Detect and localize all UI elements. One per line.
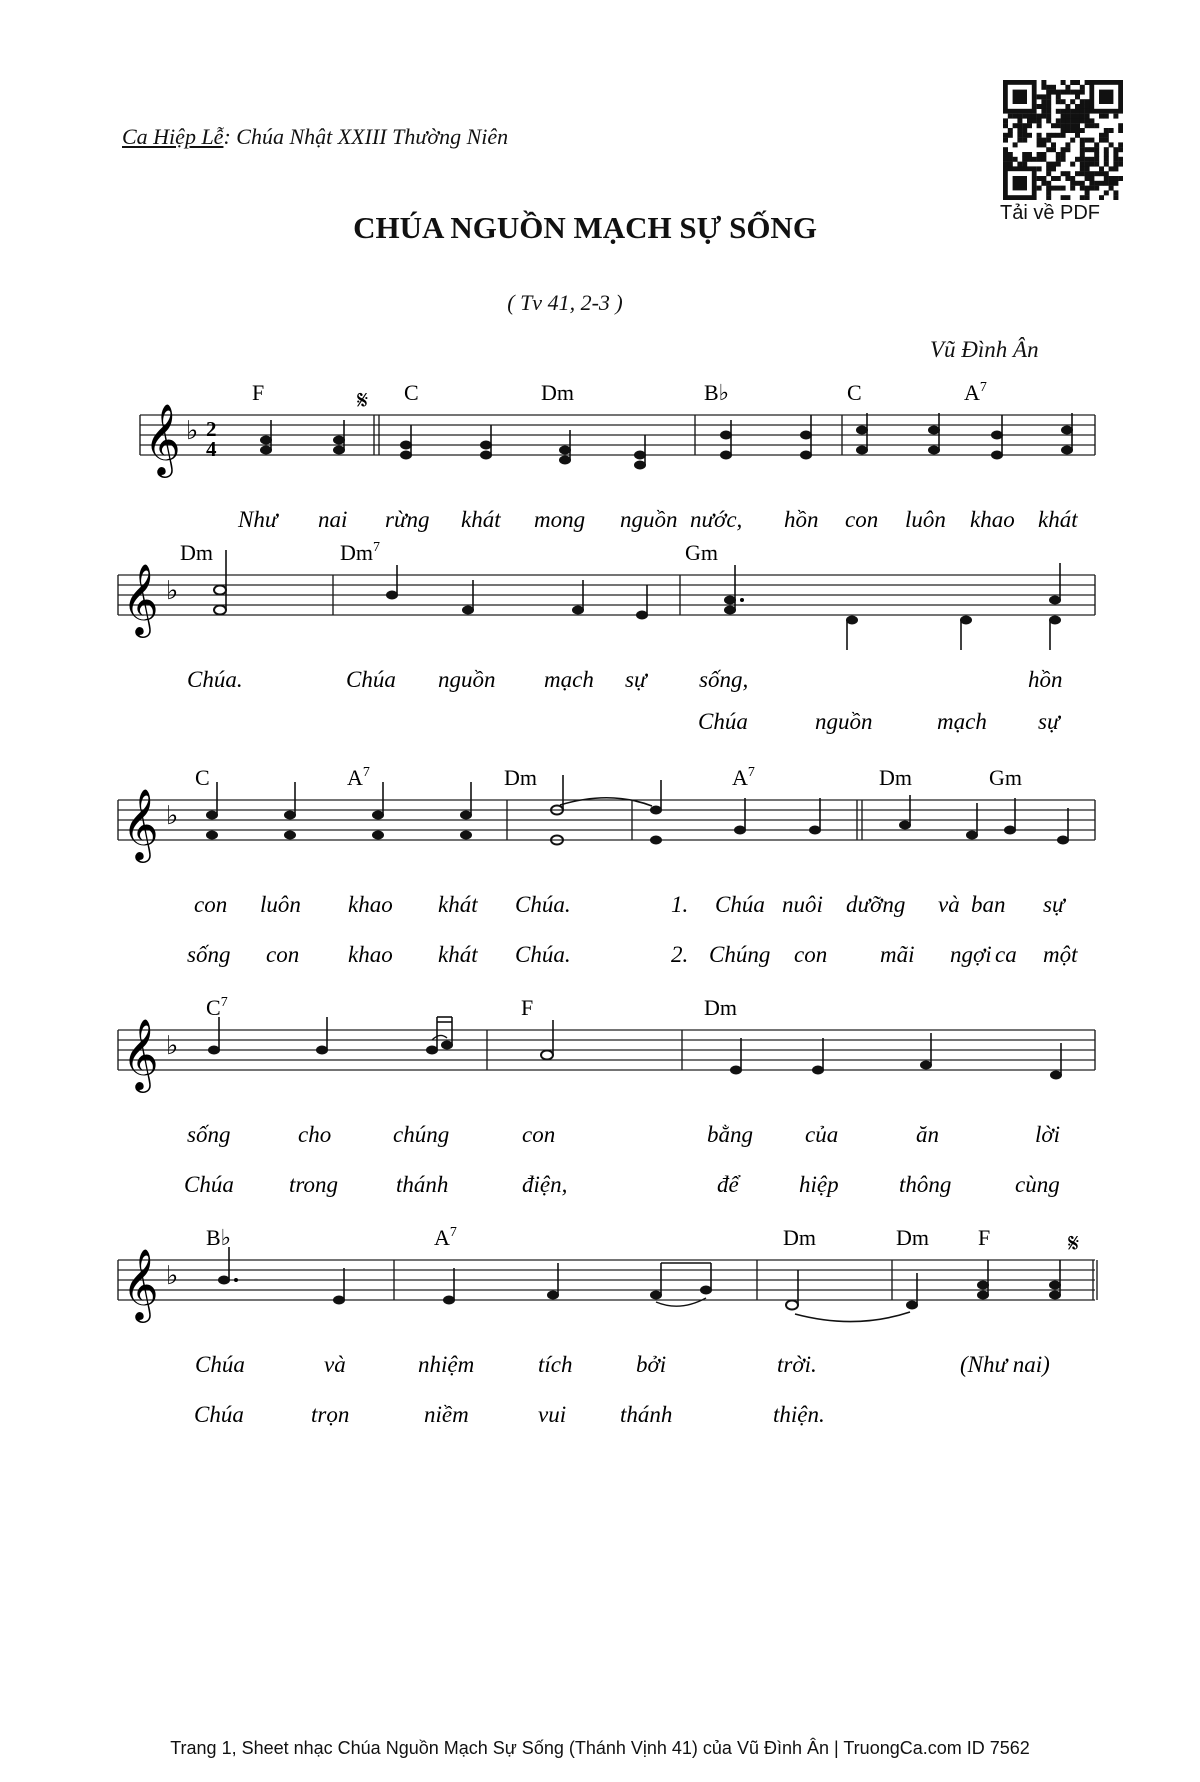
chord-symbol: F xyxy=(252,380,265,405)
lyric-syllable: ban xyxy=(971,892,1006,917)
chord-symbol: $A^7$ xyxy=(964,380,987,405)
treble-clef-icon: 𝄞 xyxy=(122,1251,159,1319)
lyric-syllable: trời. xyxy=(777,1352,817,1377)
lyric-syllable: Chúa xyxy=(195,1352,245,1377)
lyric-syllable: chúng xyxy=(393,1122,450,1147)
lyric-syllable: Chúa. xyxy=(187,667,243,692)
lyric-syllable: nguồn xyxy=(815,709,873,734)
chord-symbol: B♭ xyxy=(704,380,730,405)
lyric-syllable: con xyxy=(522,1122,556,1147)
lyric-syllable: sống xyxy=(187,942,231,967)
treble-clef-icon: 𝄞 xyxy=(122,1021,159,1089)
chord-symbols xyxy=(206,1225,990,1250)
flat-icon: ♭ xyxy=(166,801,179,830)
lyric-syllable: tích xyxy=(538,1352,573,1377)
lyric-syllable: thiện. xyxy=(773,1402,825,1427)
lyric-syllable: khao xyxy=(348,892,393,917)
flat-icon: ♭ xyxy=(166,1031,179,1060)
chord-symbol: Dm xyxy=(896,1225,929,1250)
lyric-syllable: khát xyxy=(461,507,501,532)
lyric-syllable: Chúa xyxy=(184,1172,234,1197)
lyric-syllable: nai xyxy=(318,507,348,532)
music-system-4 xyxy=(0,995,1200,1210)
chord-symbol: $A^7$ xyxy=(347,765,370,790)
chord-symbol: C xyxy=(404,380,419,405)
chord-symbol: C xyxy=(847,380,862,405)
chord-symbol: F xyxy=(521,995,534,1020)
lyric-syllable: con xyxy=(194,892,228,917)
lyric-syllable: mạch xyxy=(544,667,594,692)
chord-symbol: $A^7$ xyxy=(434,1225,457,1250)
lyric-syllable: ăn xyxy=(916,1122,939,1147)
header-occasion: : Chúa Nhật XXIII Thường Niên xyxy=(223,124,509,149)
lyric-syllable: hiệp xyxy=(799,1172,839,1197)
notes xyxy=(218,1247,1061,1322)
chord-symbol: Dm xyxy=(783,1225,816,1250)
lyric-syllable: khát xyxy=(438,942,478,967)
lyric-syllable: trong xyxy=(289,1172,338,1197)
lyric-syllable: ngợi xyxy=(950,942,992,967)
lyric-syllable: niềm xyxy=(424,1402,469,1427)
lyric-syllable: rừng xyxy=(385,507,430,532)
lyrics-verse-2 xyxy=(187,942,1078,967)
staff xyxy=(118,575,1095,615)
lyric-syllable: Chúa xyxy=(346,667,396,692)
lyric-syllable: hồn xyxy=(784,507,819,532)
lyric-syllable: lời xyxy=(1035,1122,1061,1147)
staff xyxy=(118,1030,1095,1070)
lyric-syllable: dưỡng xyxy=(846,892,906,917)
notes xyxy=(260,413,1073,470)
page-footer: Trang 1, Sheet nhạc Chúa Nguồn Mạch Sự Sống (Thánh Vịnh 41) của Vũ Đình Ân | TruongCa.com ID 7562 xyxy=(170,1738,1030,1758)
lyric-syllable: khát xyxy=(438,892,478,917)
lyric-syllable: Chúa xyxy=(698,709,748,734)
lyric-syllable: sống, xyxy=(699,667,749,692)
composer-name: Vũ Đình Ân xyxy=(930,337,1039,362)
qr-code-icon[interactable] xyxy=(1003,80,1123,200)
segno-icon: 𝄋 xyxy=(357,386,369,416)
notes xyxy=(214,550,1061,650)
chord-symbol: Gm xyxy=(989,765,1022,790)
music-system-1 xyxy=(0,380,1200,560)
psalm-reference: ( Tv 41, 2-3 ) xyxy=(507,290,623,315)
lyric-syllable: trọn xyxy=(311,1402,350,1427)
lyric-syllable: luôn xyxy=(905,507,946,532)
segno-icon: 𝄋 xyxy=(1068,1229,1080,1259)
flat-icon: ♭ xyxy=(166,576,179,605)
lyric-syllable: sự xyxy=(625,667,647,692)
chord-symbol: C xyxy=(195,765,210,790)
flat-icon: ♭ xyxy=(166,1261,179,1290)
lyric-syllable: con xyxy=(794,942,828,967)
lyric-syllable: mãi xyxy=(880,942,915,967)
lyric-syllable: và xyxy=(324,1352,346,1377)
lyrics-verse-1 xyxy=(194,892,1067,917)
lyric-syllable: sự xyxy=(1038,709,1060,734)
lyric-syllable: Chúa xyxy=(715,892,765,917)
lyric-syllable: cùng xyxy=(1015,1172,1060,1197)
lyric-syllable: sự xyxy=(1043,892,1065,917)
music-system-5 xyxy=(0,1225,1200,1440)
chord-symbol: $A^7$ xyxy=(732,765,755,790)
chord-symbol: Dm xyxy=(879,765,912,790)
chord-symbols xyxy=(195,765,1022,790)
lyrics-verse-1 xyxy=(187,667,1063,692)
lyric-syllable: sống xyxy=(187,1122,231,1147)
lyric-syllable: thánh xyxy=(396,1172,449,1197)
chord-symbol: B♭ xyxy=(206,1225,232,1250)
lyric-syllable: mạch xyxy=(937,709,987,734)
lyric-syllable: và xyxy=(938,892,960,917)
lyric-syllable: thông xyxy=(899,1172,952,1197)
lyric-syllable: Như xyxy=(238,507,278,532)
lyric-syllable: nuôi xyxy=(782,892,823,917)
lyric-syllable: 2. xyxy=(671,942,689,967)
time-signature-top: 2 xyxy=(206,417,217,441)
lyric-syllable: thánh xyxy=(620,1402,673,1427)
qr-download-caption[interactable]: Tải về PDF xyxy=(1000,202,1101,224)
lyric-syllable: cho xyxy=(298,1122,332,1147)
staff xyxy=(118,1260,1097,1300)
lyric-syllable: (Như nai) xyxy=(960,1352,1050,1377)
header-line xyxy=(122,124,508,150)
music-system-3 xyxy=(0,765,1200,980)
lyrics-verse-1 xyxy=(187,1122,1060,1147)
lyric-syllable: nước, xyxy=(690,507,743,532)
lyric-syllable: khát xyxy=(1038,507,1078,532)
lyrics-verse-2 xyxy=(194,1402,825,1427)
chord-symbol: Dm xyxy=(504,765,537,790)
treble-clef-icon: 𝄞 xyxy=(122,791,159,859)
header-label: Ca Hiệp Lễ xyxy=(122,124,224,149)
lyric-syllable: luôn xyxy=(260,892,301,917)
lyric-syllable: bởi xyxy=(636,1352,667,1377)
lyric-syllable: ca xyxy=(995,942,1017,967)
chord-symbol: Dm xyxy=(704,995,737,1020)
lyric-syllable: Chúng xyxy=(709,942,771,967)
lyric-syllable: nguồn xyxy=(620,507,678,532)
lyrics-verse-1 xyxy=(195,1352,1050,1377)
lyric-syllable: con xyxy=(266,942,300,967)
staff xyxy=(118,800,1095,840)
lyric-syllable: nhiệm xyxy=(418,1352,475,1377)
lyric-syllable: một xyxy=(1043,942,1078,967)
lyric-syllable: Chúa. xyxy=(515,942,571,967)
lyrics-verse-1 xyxy=(237,507,1078,532)
lyric-syllable: để xyxy=(717,1172,739,1197)
lyric-syllable: khao xyxy=(970,507,1015,532)
chord-symbol: F xyxy=(978,1225,991,1250)
chord-symbol: Dm xyxy=(180,540,213,565)
chord-symbol: $C^7$ xyxy=(206,995,228,1020)
music-system-2 xyxy=(0,540,1200,755)
flat-icon: ♭ xyxy=(186,416,199,445)
lyric-syllable: khao xyxy=(348,942,393,967)
staff xyxy=(140,415,1095,455)
chord-symbols xyxy=(206,995,737,1020)
lyric-syllable: 1. xyxy=(671,892,689,917)
page-title: CHÚA NGUỒN MẠCH SỰ SỐNG xyxy=(353,210,817,245)
lyric-syllable: Chúa xyxy=(194,1402,244,1427)
lyric-syllable: hồn xyxy=(1028,667,1063,692)
lyric-syllable: nguồn xyxy=(438,667,496,692)
chord-symbol: Dm$^7$ xyxy=(340,540,380,565)
time-signature-bottom: 4 xyxy=(206,437,217,461)
lyric-syllable: của xyxy=(805,1122,839,1147)
chord-symbol: Dm xyxy=(541,380,574,405)
lyric-syllable: bằng xyxy=(707,1122,753,1147)
lyrics-verse-2 xyxy=(698,709,1062,734)
lyric-syllable: điện, xyxy=(522,1172,568,1197)
chord-symbol: Gm xyxy=(685,540,718,565)
lyric-syllable: con xyxy=(845,507,879,532)
treble-clef-icon: 𝄞 xyxy=(144,406,181,474)
lyric-syllable: Chúa. xyxy=(515,892,571,917)
lyric-syllable: vui xyxy=(538,1402,567,1427)
lyric-syllable: mong xyxy=(534,507,586,532)
lyrics-verse-2 xyxy=(184,1172,1060,1197)
treble-clef-icon: 𝄞 xyxy=(122,566,159,634)
